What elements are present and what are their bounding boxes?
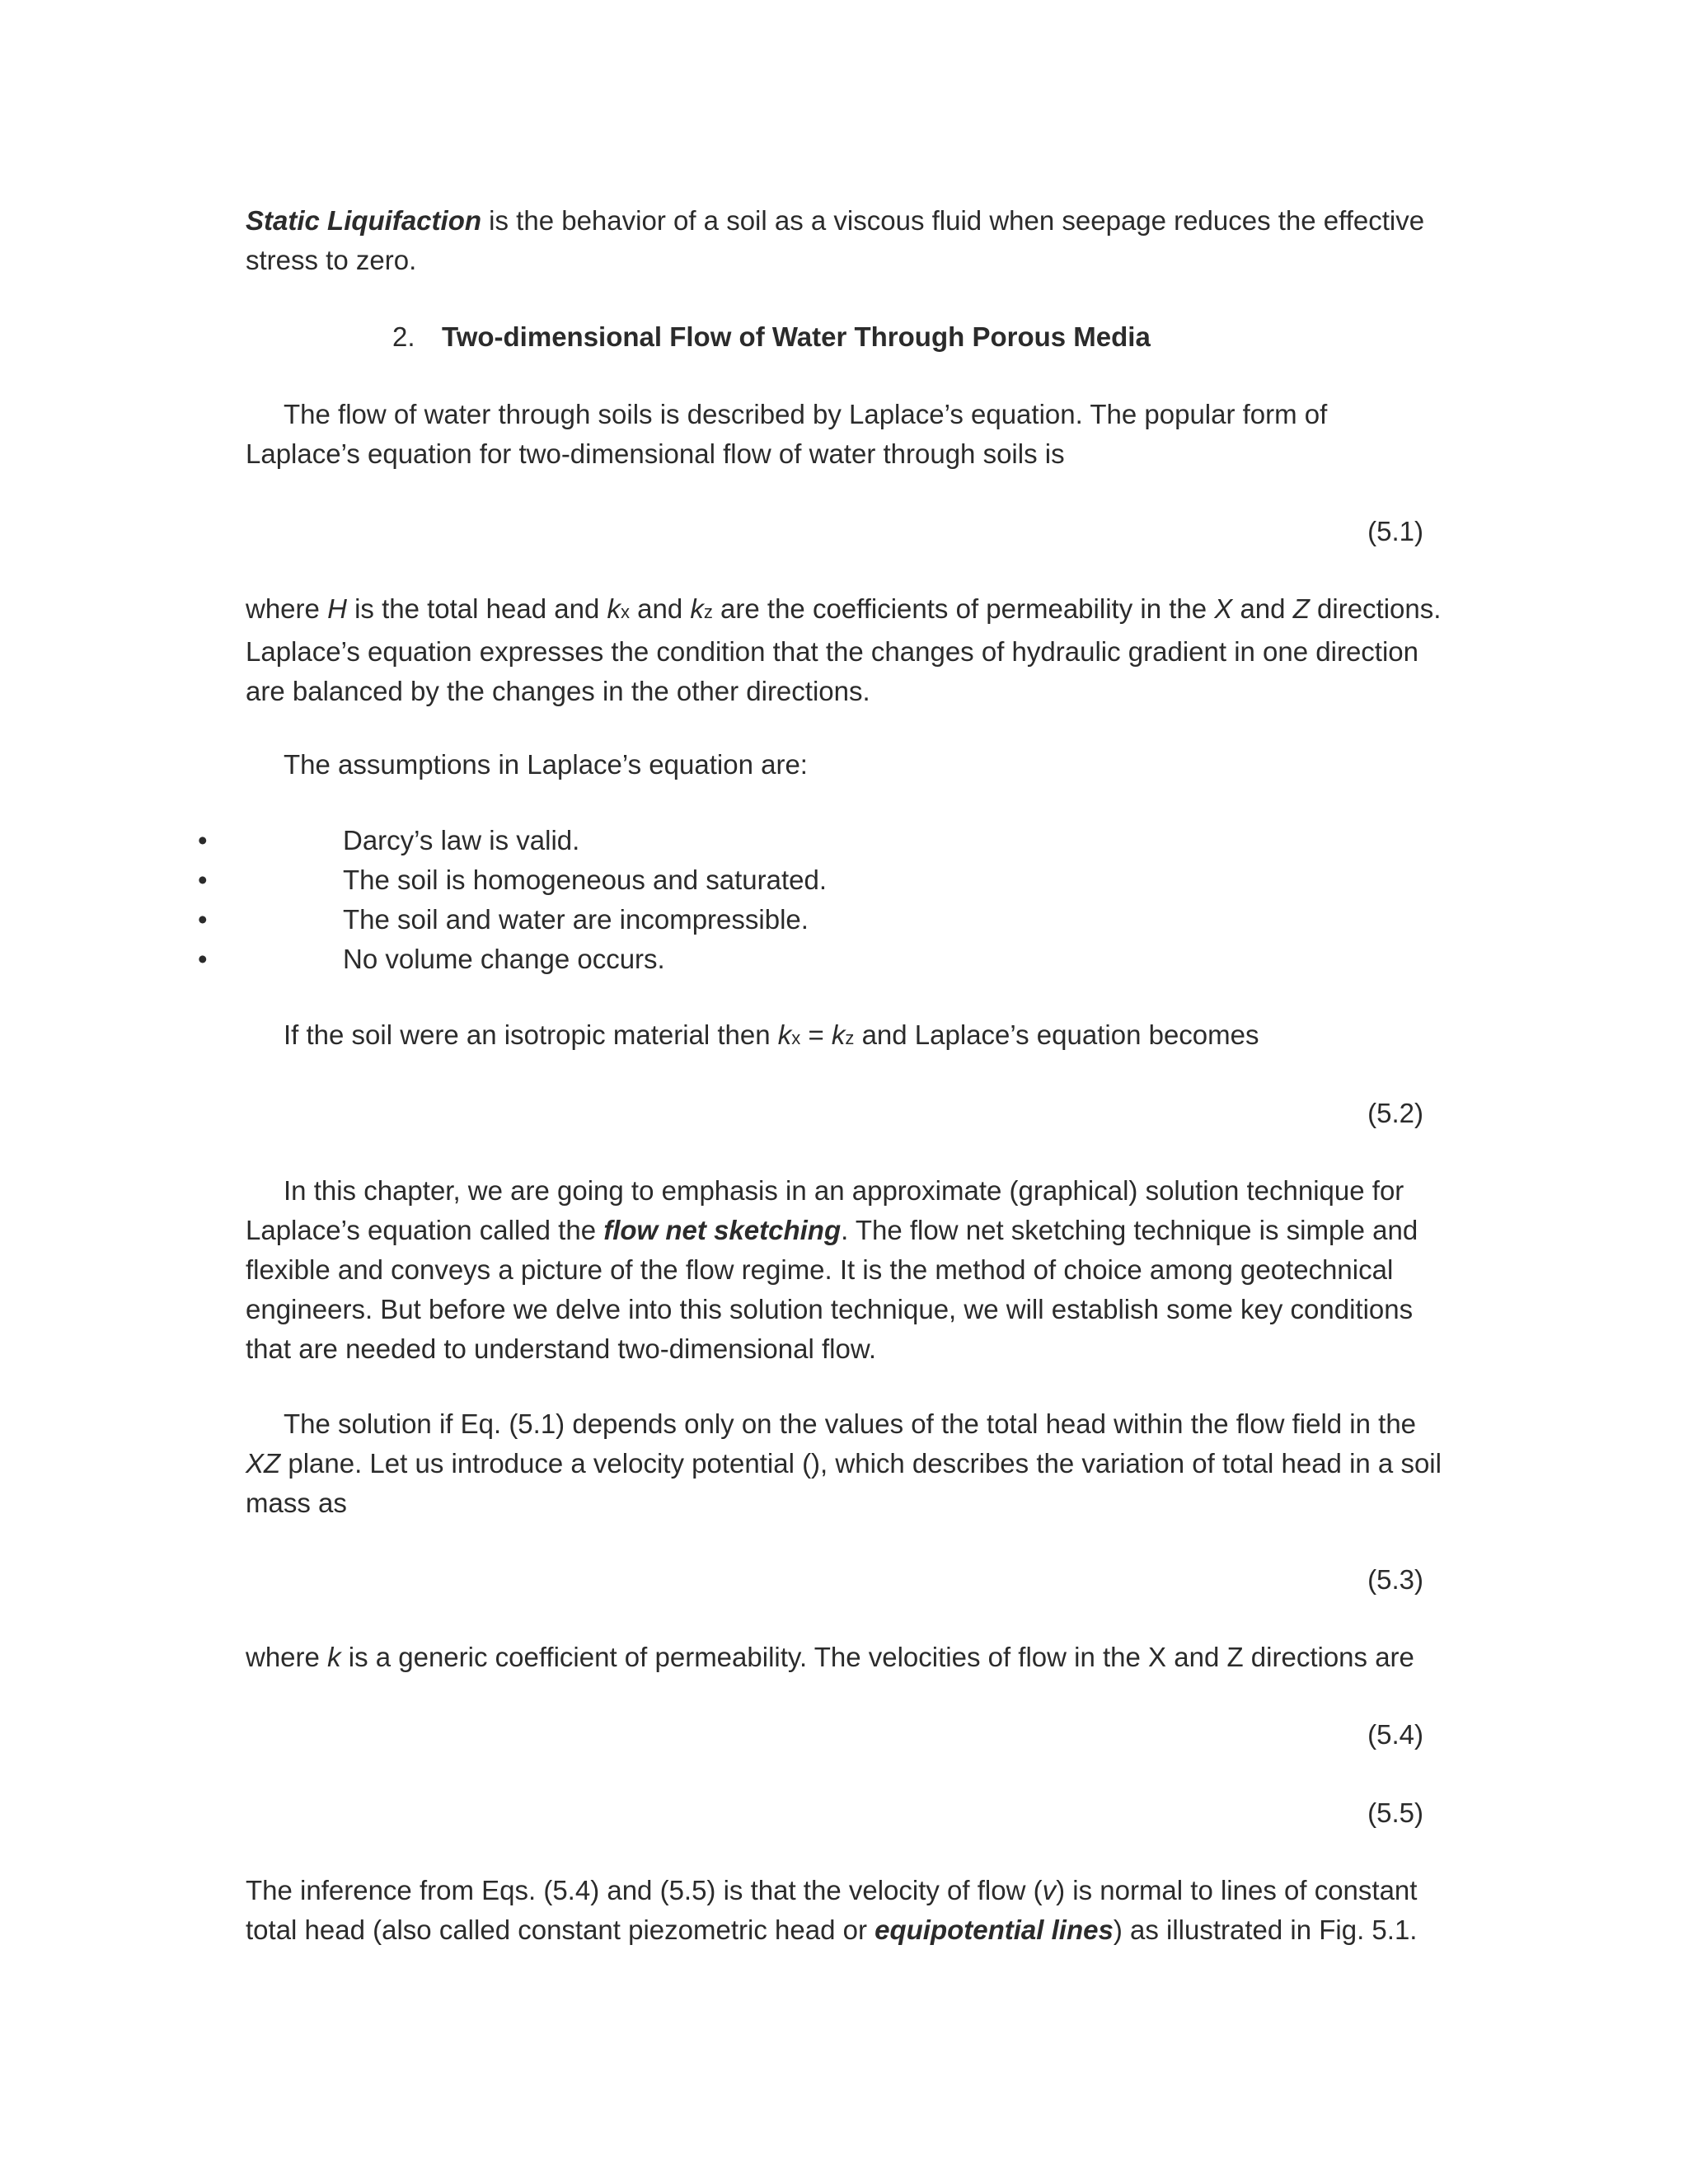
flow-net-term: flow net sketching xyxy=(603,1215,842,1245)
velocity-potential-paragraph: The solution if Eq. (5.1) depends only on the values of the total head within the flow field in the XZ plane. Let us introduce a velocity potential (), which describes the variation of total head in a soil mass as xyxy=(246,1408,1442,1518)
assumptions-list xyxy=(198,821,827,979)
equation-number-5-5: (5.5) xyxy=(1367,1797,1423,1828)
bullet-icon: • xyxy=(198,944,208,974)
assumptions-intro-paragraph: The assumptions in Laplace’s equation are: xyxy=(284,749,808,780)
static-liquifaction-term: Static Liquifaction xyxy=(246,205,482,236)
list-item: • The soil is homogeneous and saturated. xyxy=(198,860,827,900)
permeability-paragraph: where k is a generic coefficient of permeability. The velocities of flow in the X and Z directions are xyxy=(246,1642,1414,1672)
equipotential-term: equipotential lines xyxy=(874,1915,1114,1945)
equation-number-5-1: (5.1) xyxy=(1367,516,1423,546)
static-liquifaction-paragraph: Static Liquifaction is the behavior of a soil as a viscous fluid when seepage reduces the effective stress to zero. xyxy=(246,205,1425,275)
isotropic-paragraph: If the soil were an isotropic material then kx = kz and Laplace’s equation becomes xyxy=(284,1019,1259,1050)
equation-number-5-3: (5.3) xyxy=(1367,1564,1423,1595)
inference-paragraph: The inference from Eqs. (5.4) and (5.5) is that the velocity of flow (v) is normal to lines of constant total head (also called constant piezometric head or equipotential lines) as illustrated in Fig. 5.1. xyxy=(246,1875,1418,1945)
list-item: • No volume change occurs. xyxy=(198,940,827,979)
section-title: Two-dimensional Flow of Water Through Porous Media xyxy=(442,321,1151,352)
laplace-intro-paragraph: The flow of water through soils is described by Laplace’s equation. The popular form of Laplace’s equation for two-dimensional flow of water through soils is xyxy=(246,399,1328,469)
bullet-icon: • xyxy=(198,825,208,855)
section-number: 2. xyxy=(392,321,415,352)
bullet-icon: • xyxy=(198,904,208,935)
list-item: • The soil and water are incompressible. xyxy=(198,900,827,940)
equation-number-5-2: (5.2) xyxy=(1367,1098,1423,1128)
list-item: • Darcy’s law is valid. xyxy=(198,821,827,860)
section-heading xyxy=(392,317,1151,357)
flow-net-paragraph: In this chapter, we are going to emphasis in an approximate (graphical) solution technique for Laplace’s equation called the flow net sketching. The flow net sketching technique is simple and flexible and conveys a picture of the flow regime. It is the method of choice among geotechnical engineers. But before we delve into this solution technique, we will establish some key conditions that are needed to understand two-dimensional flow. xyxy=(246,1175,1418,1364)
bullet-icon: • xyxy=(198,865,208,895)
equation-number-5-4: (5.4) xyxy=(1367,1719,1423,1750)
laplace-explanation-paragraph: where H is the total head and kx and kz are the coefficients of permeability in the X and Z directions. Laplace’s equation expresses the condition that the changes of hydraulic gradient in one direction are balanced by the changes in the other directions. xyxy=(246,593,1442,706)
